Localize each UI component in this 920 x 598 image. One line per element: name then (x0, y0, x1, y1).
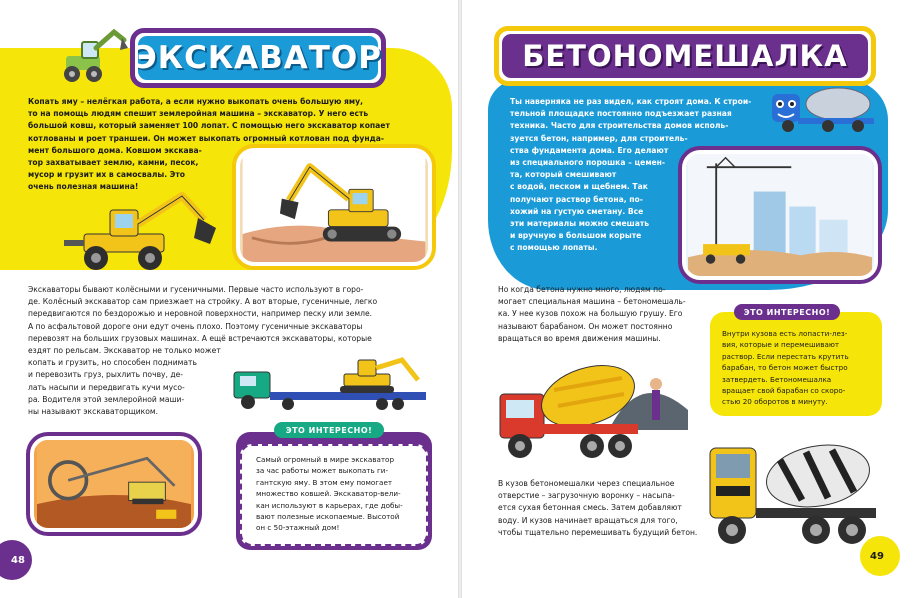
body-line: ездят по рельсам. Экскаватор не только может (28, 346, 221, 356)
intro-line: очень полезная машина! (28, 182, 139, 192)
body-paragraph (498, 284, 718, 345)
body-line: и перевозить груз, рыхлить почву, де- (28, 370, 184, 380)
page-number: 48 (0, 540, 32, 580)
fact-line: барабан, то бетон может быстро (722, 363, 848, 373)
intro-line: мент большого дома. Ковшом экскава- (28, 145, 202, 155)
fact-line: за час работы может выкопать ги- (256, 466, 389, 476)
intro-line: эти материалы можно смешать (510, 219, 650, 229)
intro-line: Ты наверняка не раз видел, как строят дома. К строи- (510, 97, 752, 106)
body-line: лать насыпи и передвигать кучи мусо- (28, 382, 185, 392)
body-line: ра. Водителя этой землеройной маши- (28, 394, 185, 404)
intro-line: из специального порошка – цемен- (510, 158, 666, 168)
fact-content (240, 444, 428, 546)
construction-site-illustration (686, 154, 874, 276)
intro-line: Копать яму – нелёгкая работа, а если нужно выкопать очень большую яму, (28, 97, 363, 106)
fact-line: множество ковшей. Экскаватор-вели- (256, 489, 401, 499)
body-line: копать и грузить, но способен поднимать (28, 358, 197, 368)
title-text: ЭКСКАВАТОР (134, 40, 383, 76)
realistic-mixer-truck-illustration (706, 430, 882, 550)
interesting-badge: ЭТО ИНТЕРЕСНО! (274, 422, 384, 438)
crawler-excavator-illustration (240, 152, 428, 262)
intro-line: и вручную в большом корыте (510, 231, 642, 241)
fact-line: Внутри кузова есть лопасти-лез- (722, 329, 848, 338)
intro-line: та, который смешивают (510, 170, 617, 180)
intro-line: получают раствор бетона, по- (510, 194, 643, 204)
bottom-line: отверстие – загрузочную воронку – насыпа- (498, 491, 675, 501)
fact-line: кан используют в карьерах, где добы- (256, 500, 403, 510)
fact-line: раствор. Если перестать крутить (722, 351, 849, 361)
giant-mining-excavator-picture (30, 436, 198, 532)
fact-line: он с 50-этажный дом! (256, 523, 340, 533)
intro-line: хожий на густую сметану. Все (510, 206, 644, 216)
fact-text (256, 454, 426, 534)
interesting-fact-box (236, 432, 432, 550)
body-line: Но когда бетона нужно много, людям по- (498, 285, 666, 294)
intro-line: мусор и грузит их в самосвалы. Это (28, 170, 185, 180)
fact-line: гантскую яму. В этом ему помогает (256, 477, 393, 487)
intro-line: тор захватывает землю, камни, песок, (28, 158, 199, 168)
intro-line: ства фундамента дома. Его делают (510, 145, 669, 155)
body-line: ка. У нее кузов похож на большую грушу. Его (498, 309, 683, 319)
fact-text (722, 328, 878, 408)
body-line: ны называют экскаваторщиком. (28, 407, 159, 417)
bottom-line: ется сухая бетонная смесь. Затем добавляют (498, 503, 682, 513)
intro-line: зуется бетон, например, для строитель- (510, 133, 688, 143)
left-page (0, 0, 458, 598)
cartoon-mixer-icon (768, 80, 878, 134)
fact-line: Самый огромный в мире экскаватор (256, 455, 395, 464)
body-line: могает специальная машина – бетономешаль- (498, 297, 686, 307)
construction-site-picture (682, 150, 878, 280)
intro-line: большой ковш, который заменяет 100 лопат. С помощью него экскаватор копает (28, 121, 390, 131)
page-title-concrete-mixer (494, 26, 876, 86)
crawler-excavator-picture (236, 148, 432, 266)
bottom-paragraph (498, 478, 706, 539)
interesting-badge: ЭТО ИНТЕРЕСНО! (734, 304, 840, 320)
body-line: Экскаваторы бывают колёсными и гусеничными. Первые часто используют в горо- (28, 285, 364, 294)
bottom-line: воду. И кузов начинает вращаться для того, (498, 515, 678, 525)
body-line: перевозят на больших грузовых машинах. А ещё встречаются экскаваторы, которые (28, 333, 372, 343)
truck-with-excavator-illustration (232, 356, 432, 412)
intro-line: с водой, песком и щебнем. Так (510, 182, 648, 192)
interesting-fact-box (710, 312, 882, 416)
body-line: называют барабаном. Он может постоянно (498, 321, 673, 331)
bucket-wheel-excavator-illustration (34, 440, 194, 528)
body-line: передвигаются по бездорожью и неровной поверхности, например песку или земле. (28, 309, 373, 319)
body-line: А по асфальтовой дороге они едут очень плохо. Поэтому гусеничные экскаваторы (28, 321, 363, 331)
bottom-line: В кузов бетономешалки через специальное (498, 479, 675, 488)
fact-line: вия, которые и перемешивают (722, 340, 840, 350)
intro-line: тельной площадке постоянно подъезжает разная (510, 109, 732, 119)
fact-line: затвердеть. Бетономешалка (722, 374, 832, 384)
bottom-line: чтобы тщательно перемешивать будущий бетон. (498, 527, 698, 537)
intro-line: с помощью лопаты. (510, 243, 598, 253)
intro-line: техника. Часто для строительства домов исполь- (510, 121, 729, 131)
wheeled-excavator-illustration (54, 190, 224, 274)
title-text: БЕТОНОМЕШАЛКА (522, 39, 848, 73)
body-line: вращаться во время движения машины. (498, 333, 661, 343)
fact-line: вают полезные ископаемые. Высотой (256, 512, 400, 522)
page-title-excavator (130, 28, 386, 88)
page-number: 49 (860, 536, 900, 576)
right-page (462, 0, 920, 598)
concrete-mixer-truck-illustration (492, 350, 692, 466)
body-line: де. Колёсный экскаватор сам приезжает на стройку. А вот вторые, гусеничные, легко (28, 297, 378, 307)
small-excavator-icon (52, 26, 130, 84)
intro-line: то на помощь людям спешит землеройная машина – экскаватор. У него есть (28, 109, 369, 119)
intro-line: котлованы и роет траншеи. Он может выкопать огромный котлован под фунда- (28, 133, 384, 143)
fact-line: вращает свой барабан со скоро- (722, 386, 846, 396)
fact-line: стью 20 оборотов в минуту. (722, 397, 828, 407)
